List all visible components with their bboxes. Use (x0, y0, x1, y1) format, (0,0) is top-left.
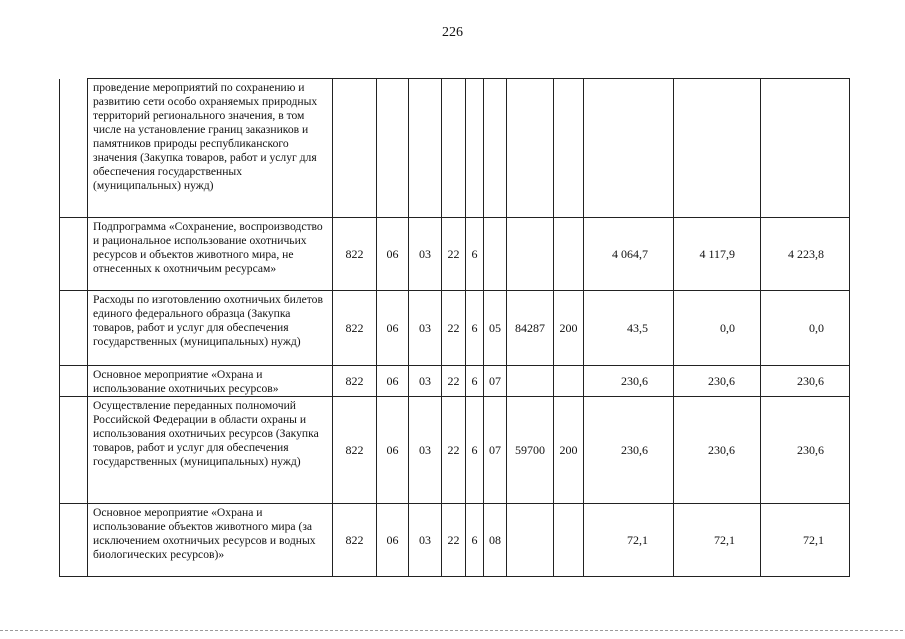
subprogram-code-cell: 6 (466, 291, 484, 366)
subsection-code-cell: 03 (409, 397, 442, 504)
amount-year1-cell (584, 79, 674, 218)
amount-year3-cell: 72,1 (761, 504, 850, 577)
event-code-cell: 07 (484, 366, 507, 397)
amount-year2-cell: 72,1 (674, 504, 761, 577)
subprogram-code-cell: 6 (466, 397, 484, 504)
expense-type-cell (554, 504, 584, 577)
program-code-cell: 22 (442, 504, 466, 577)
program-code-cell: 22 (442, 218, 466, 291)
event-code-cell: 08 (484, 504, 507, 577)
amount-year3-cell (761, 79, 850, 218)
direction-code-cell (507, 504, 554, 577)
item-name-cell: Осуществление переданных полномочий Российской Федерации в области охраны и использования охотничьих ресурсов (Закупка товаров, работ и услуг для обеспечения государственных (муниципальных) нужд) (88, 397, 333, 504)
scan-bottom-edge (0, 630, 905, 631)
item-name-cell: Подпрограмма «Сохранение, воспроизводство и рациональное использование охотничьих ресурсов и объектов животного мира, не отнесенных к охотничьим ресурсам» (88, 218, 333, 291)
index-cell (60, 397, 88, 504)
budget-table (59, 78, 850, 577)
subprogram-code-cell: 6 (466, 218, 484, 291)
item-name-cell: Основное мероприятие «Охрана и использование объектов животного мира (за исключением охотничьих ресурсов и водных биологических ресурсов)» (88, 504, 333, 577)
amount-year1-cell: 43,5 (584, 291, 674, 366)
subsection-code-cell: 03 (409, 504, 442, 577)
expense-type-cell (554, 218, 584, 291)
expense-type-cell: 200 (554, 397, 584, 504)
expense-type-cell (554, 79, 584, 218)
amount-year3-cell: 230,6 (761, 397, 850, 504)
index-cell (60, 504, 88, 577)
program-code-cell (442, 79, 466, 218)
event-code-cell (484, 79, 507, 218)
subprogram-code-cell (466, 79, 484, 218)
table-row (60, 366, 850, 397)
ministry-code-cell: 822 (333, 504, 377, 577)
ministry-code-cell: 822 (333, 366, 377, 397)
section-code-cell: 06 (377, 218, 409, 291)
ministry-code-cell: 822 (333, 218, 377, 291)
direction-code-cell (507, 79, 554, 218)
subsection-code-cell: 03 (409, 291, 442, 366)
table-row (60, 291, 850, 366)
subprogram-code-cell: 6 (466, 366, 484, 397)
item-name-cell: Расходы по изготовлению охотничьих билетов единого федерального образца (Закупка товаров, работ и услуг для обеспечения государственных (муниципальных) нужд) (88, 291, 333, 366)
subsection-code-cell (409, 79, 442, 218)
section-code-cell: 06 (377, 291, 409, 366)
ministry-code-cell: 822 (333, 291, 377, 366)
program-code-cell: 22 (442, 397, 466, 504)
table-row (60, 397, 850, 504)
amount-year1-cell: 230,6 (584, 366, 674, 397)
section-code-cell (377, 79, 409, 218)
expense-type-cell: 200 (554, 291, 584, 366)
amount-year3-cell: 230,6 (761, 366, 850, 397)
table-row (60, 504, 850, 577)
amount-year2-cell: 0,0 (674, 291, 761, 366)
section-code-cell: 06 (377, 366, 409, 397)
item-name-cell: проведение мероприятий по сохранению и развитию сети особо охраняемых природных территорий регионального значения, в том числе на установление границ заказников и памятников природы республиканского значения (Закупка товаров, работ и услуг для обеспечения государственных (муниципальных) нужд) (88, 79, 333, 218)
subprogram-code-cell: 6 (466, 504, 484, 577)
amount-year2-cell: 230,6 (674, 397, 761, 504)
amount-year2-cell (674, 79, 761, 218)
subsection-code-cell: 03 (409, 366, 442, 397)
index-cell (60, 366, 88, 397)
table-body (60, 79, 850, 577)
event-code-cell: 07 (484, 397, 507, 504)
direction-code-cell: 84287 (507, 291, 554, 366)
index-cell (60, 291, 88, 366)
direction-code-cell (507, 366, 554, 397)
section-code-cell: 06 (377, 504, 409, 577)
program-code-cell: 22 (442, 366, 466, 397)
amount-year2-cell: 4 117,9 (674, 218, 761, 291)
program-code-cell: 22 (442, 291, 466, 366)
table-row (60, 218, 850, 291)
section-code-cell: 06 (377, 397, 409, 504)
amount-year3-cell: 0,0 (761, 291, 850, 366)
item-name-cell: Основное мероприятие «Охрана и использование охотничьих ресурсов» (88, 366, 333, 397)
event-code-cell: 05 (484, 291, 507, 366)
expense-type-cell (554, 366, 584, 397)
index-cell (60, 218, 88, 291)
amount-year3-cell: 4 223,8 (761, 218, 850, 291)
direction-code-cell: 59700 (507, 397, 554, 504)
ministry-code-cell (333, 79, 377, 218)
subsection-code-cell: 03 (409, 218, 442, 291)
amount-year1-cell: 72,1 (584, 504, 674, 577)
table-row (60, 79, 850, 218)
amount-year1-cell: 4 064,7 (584, 218, 674, 291)
direction-code-cell (507, 218, 554, 291)
event-code-cell (484, 218, 507, 291)
amount-year1-cell: 230,6 (584, 397, 674, 504)
amount-year2-cell: 230,6 (674, 366, 761, 397)
page-number: 226 (442, 25, 463, 40)
ministry-code-cell: 822 (333, 397, 377, 504)
index-cell (60, 79, 88, 218)
